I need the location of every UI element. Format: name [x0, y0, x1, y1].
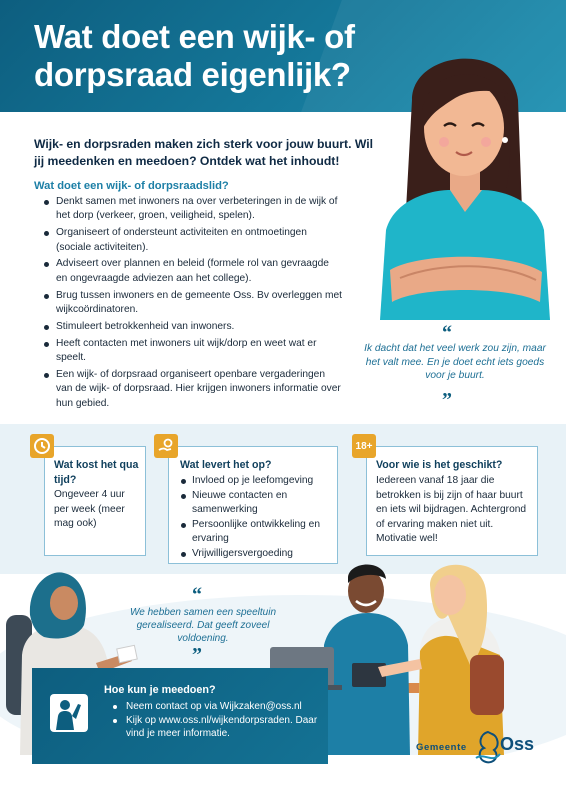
- quote-close-mark: ”: [442, 389, 452, 411]
- time-card-title: Wat kost het qua tijd?: [54, 459, 139, 486]
- clock-icon: [30, 434, 54, 458]
- quote-close-mark: ”: [192, 644, 202, 666]
- list-item: Nieuwe contacten en samenwerking: [180, 489, 334, 518]
- benefits-list: [180, 474, 334, 562]
- list-item: Organiseert of ondersteunt activiteiten en ontmoetingen (sociale activiteiten).: [42, 226, 342, 255]
- list-item: Adviseert over plannen en beleid (formele rol van gevraagde en ongevraagde adviezen aan het college).: [42, 257, 342, 286]
- list-item: Heeft contacten met inwoners uit wijk/dorp en weet wat er speelt.: [42, 337, 342, 366]
- time-card-body: Ongeveer 4 uur per week (meer mag ook): [54, 489, 125, 530]
- contact-list: [112, 700, 332, 741]
- contact-email-link[interactable]: Neem contact op via Wijkzaken@oss.nl: [112, 700, 332, 714]
- quote-open-mark: “: [192, 584, 202, 606]
- raised-hand-icon: [48, 692, 90, 734]
- quote-open-mark: “: [442, 322, 452, 344]
- duties-heading: Wat doet een wijk- of dorpsraadslid?: [34, 180, 229, 192]
- quote-text: We hebben samen een speeltuin gerealiseerd. Dat geeft zoveel voldoening.: [129, 607, 277, 645]
- list-item: Brug tussen inwoners en de gemeente Oss. Bv overleggen met wijkcoördinatoren.: [42, 289, 342, 318]
- hand-coin-icon: [154, 434, 178, 458]
- list-item: Invloed op je leefomgeving: [180, 474, 334, 489]
- list-item: Persoonlijke ontwikkeling en ervaring: [180, 518, 334, 547]
- logo-word-gemeente: Gemeente: [416, 742, 467, 753]
- list-item: Een wijk- of dorpsraad organiseert openbare vergaderingen van de wijk- of dorpsraad. Hier krijgen inwoners informatie over hun gebied.: [42, 368, 342, 411]
- list-item: Vrijwilligersvergoeding: [180, 547, 334, 562]
- list-item: Stimuleert betrokkenheid van inwoners.: [42, 320, 342, 334]
- oss-logo-mark-icon: [474, 730, 502, 764]
- benefits-card-title: Wat levert het op?: [180, 459, 272, 471]
- list-item: Denkt samen met inwoners na over verbeteringen in de wijk of het dorp (verkeer, groen, veiligheid, spelen).: [42, 195, 342, 224]
- page-title: Wat doet een wijk- of dorpsraad eigenlijk?: [34, 18, 355, 93]
- quote-text: Ik dacht dat het veel werk zou zijn, maar het valt mee. En je doet echt iets goeds voor je buurt.: [364, 343, 546, 381]
- gemeente-oss-logo: [416, 726, 546, 772]
- logo-word-oss: Oss: [500, 734, 535, 754]
- contact-website-link[interactable]: Kijk op www.oss.nl/wijkendorpsraden. Daar vind je meer informatie.: [112, 714, 332, 741]
- duties-list: [42, 195, 342, 413]
- contact-box: [32, 668, 328, 764]
- woman-illustration: [360, 40, 560, 320]
- intro-text: Wijk- en dorpsraden maken zich sterk voor jouw buurt. Wil jij meedenken en meedoen? Ontdek wat het inhoudt!: [34, 137, 374, 168]
- who-card-title: Voor wie is het geschikt?: [376, 459, 503, 471]
- who-card-body: Iedereen vanaf 18 jaar die betrokken is bij zijn of haar buurt en iets wil bijdragen. Achtergrond of ervaring maken niet uit. Motivatie wel!: [376, 475, 527, 545]
- contact-title: Hoe kun je meedoen?: [104, 684, 216, 696]
- age-badge: 18+: [352, 434, 376, 458]
